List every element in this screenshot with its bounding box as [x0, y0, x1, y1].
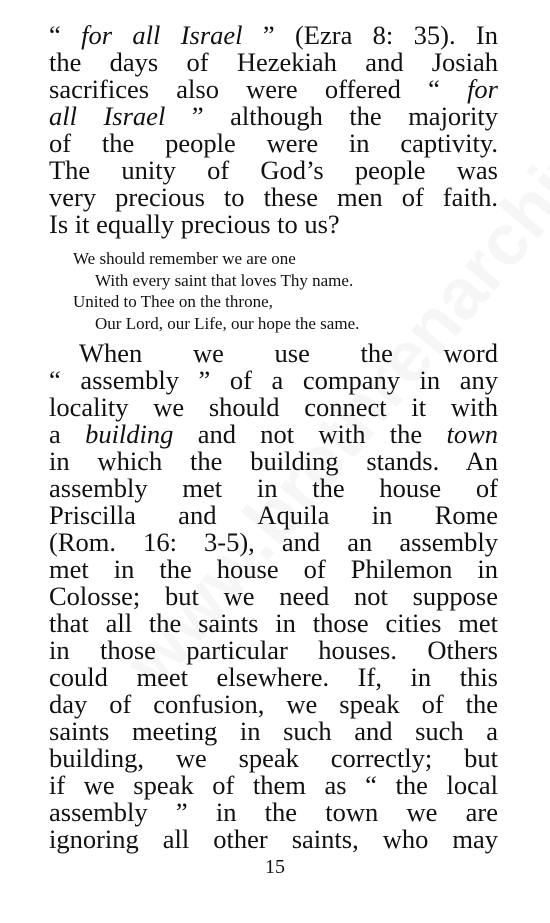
text-line: ignoring all other saints, who may: [49, 824, 498, 854]
text-line: the days of Hezekiah and Josiah: [49, 47, 498, 77]
text-line: Colosse; but we need not suppose: [49, 581, 498, 611]
text-line: (Rom. 16: 3-5), and an assembly: [49, 527, 498, 557]
text-line: “ assembly ” of a company in any: [49, 365, 498, 395]
paragraph-1: [49, 22, 498, 238]
text-line: Priscilla and Aquila in Rome: [49, 500, 498, 530]
text-line: all Israel ” although the majority: [49, 101, 498, 131]
poem-line: United to Thee on the throne,: [73, 292, 273, 311]
text-line: in those particular houses. Others: [49, 635, 498, 665]
text-line: a building and not with the town: [49, 419, 498, 449]
text-line: very precious to these men of faith.: [49, 182, 498, 212]
poem-line: Our Lord, our Life, our hope the same.: [95, 313, 360, 333]
poem-line: With every saint that loves Thy name.: [95, 270, 354, 290]
text-line: of the people were in captivity.: [49, 128, 498, 158]
text-line: When we use the word: [79, 338, 498, 368]
text-line: met in the house of Philemon in: [49, 554, 498, 584]
text-line: could meet elsewhere. If, in this: [49, 662, 498, 692]
poem-line: We should remember we are one: [73, 249, 296, 268]
text-line: assembly ” in the town we are: [49, 797, 498, 827]
text-line: day of confusion, we speak of the: [49, 689, 498, 719]
text-line: Is it equally precious to us?: [49, 209, 340, 239]
poem-quote: [73, 248, 359, 334]
page-number: 15: [265, 856, 285, 878]
text-line: sacrifices also were offered “ for: [49, 74, 498, 104]
text-line: locality we should connect it with: [49, 392, 498, 422]
text-line: building, we speak correctly; but: [49, 743, 498, 773]
paragraph-2: [49, 340, 498, 853]
text-line: saints meeting in such and such a: [49, 716, 498, 746]
text-line: in which the building stands. An: [49, 446, 498, 476]
text-line: assembly met in the house of: [49, 473, 498, 503]
text-line: that all the saints in those cities met: [49, 608, 498, 638]
text-line: if we speak of them as “ the local: [49, 770, 498, 800]
text-line: “ for all Israel ” (Ezra 8: 35). In: [49, 20, 498, 50]
text-line: The unity of God’s people was: [49, 155, 498, 185]
